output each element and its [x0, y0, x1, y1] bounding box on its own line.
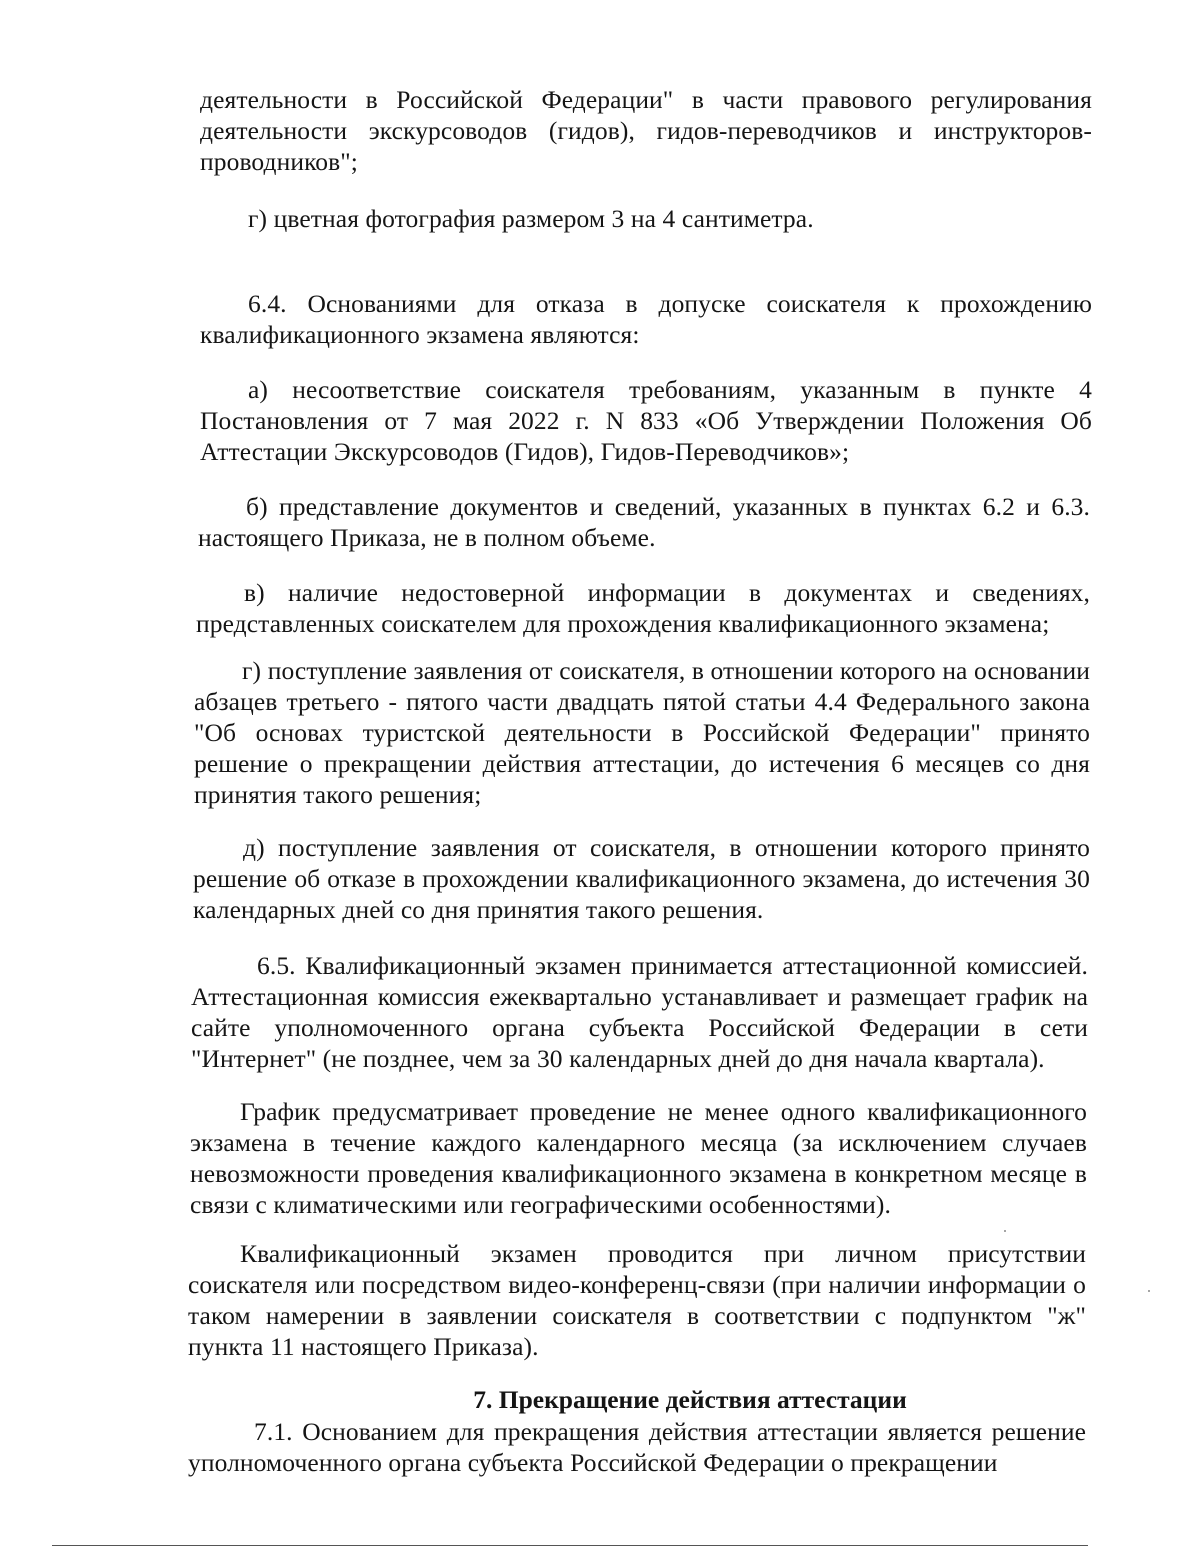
- footer-rule: [52, 1545, 1088, 1546]
- paragraph-schedule: График предусматривает проведение не менее одного квалификационного экзамена в течение каждого календарного месяца (за исключением случаев невозможности проведения квалификационного экзамена в конкретном месяце в связи с климатическими или географическими особенностями).: [190, 1097, 1087, 1219]
- paragraph-item-g-photo: г) цветная фотография размером 3 на 4 сантиметра.: [248, 204, 814, 233]
- paragraph-7-1: 7.1. Основанием для прекращения действия аттестации является решение уполномоченного органа субъекта Российской Федерации о прекращении: [188, 1417, 1086, 1477]
- paragraph-continuation: деятельности в Российской Федерации" в части правового регулирования деятельности экскурсоводов (гидов), гидов-переводчиков и инструкторов-проводников";: [200, 85, 1092, 176]
- paragraph-item-g: г) поступление заявления от соискателя, в отношении которого на основании абзацев третьего - пятого части двадцать пятой статьи 4.4 Федерального закона "Об основах туристской деятельности в Российской Федерации" принято решение о прекращении действия аттестации, до истечения 6 месяцев со дня принятия такого решения;: [194, 656, 1090, 809]
- paragraph-6-4: 6.4. Основаниями для отказа в допуске соискателя к прохождению квалификационного экзамена являются:: [200, 289, 1092, 349]
- paragraph-item-d: д) поступление заявления от соискателя, в отношении которого принято решение об отказе в прохождении квалификационного экзамена, до истечения 30 календарных дней со дня принятия такого решения.: [193, 833, 1090, 924]
- scan-artifact-dot: [1004, 1230, 1006, 1232]
- paragraph-item-a: а) несоответствие соискателя требованиям, указанным в пункте 4 Постановления от 7 мая 2022 г. N 833 «Об Утверждении Положения Об Аттестации Экскурсоводов (Гидов), Гидов-Переводчиков»;: [200, 375, 1092, 466]
- paragraph-6-5: 6.5. Квалификационный экзамен принимается аттестационной комиссией. Аттестационная комиссия ежеквартально устанавливает и размещает график на сайте уполномоченного органа субъекта Российской Федерации в сети "Интернет" (не позднее, чем за 30 календарных дней до дня начала квартала).: [191, 951, 1088, 1073]
- paragraph-item-b: б) представление документов и сведений, указанных в пунктах 6.2 и 6.3. настоящего Приказа, не в полном объеме.: [198, 492, 1090, 552]
- scan-artifact-dot: [1148, 1290, 1150, 1292]
- paragraph-item-v: в) наличие недостоверной информации в документах и сведениях, представленных соискателем для прохождения квалификационного экзамена;: [196, 578, 1090, 638]
- paragraph-exam-mode: Квалификационный экзамен проводится при личном присутствии соискателя или посредством видео-конференц-связи (при наличии информации о таком намерении в заявлении соискателя в соответствии с подпунктом "ж" пункта 11 настоящего Приказа).: [188, 1239, 1086, 1361]
- section-heading-7: 7. Прекращение действия аттестации: [473, 1385, 907, 1414]
